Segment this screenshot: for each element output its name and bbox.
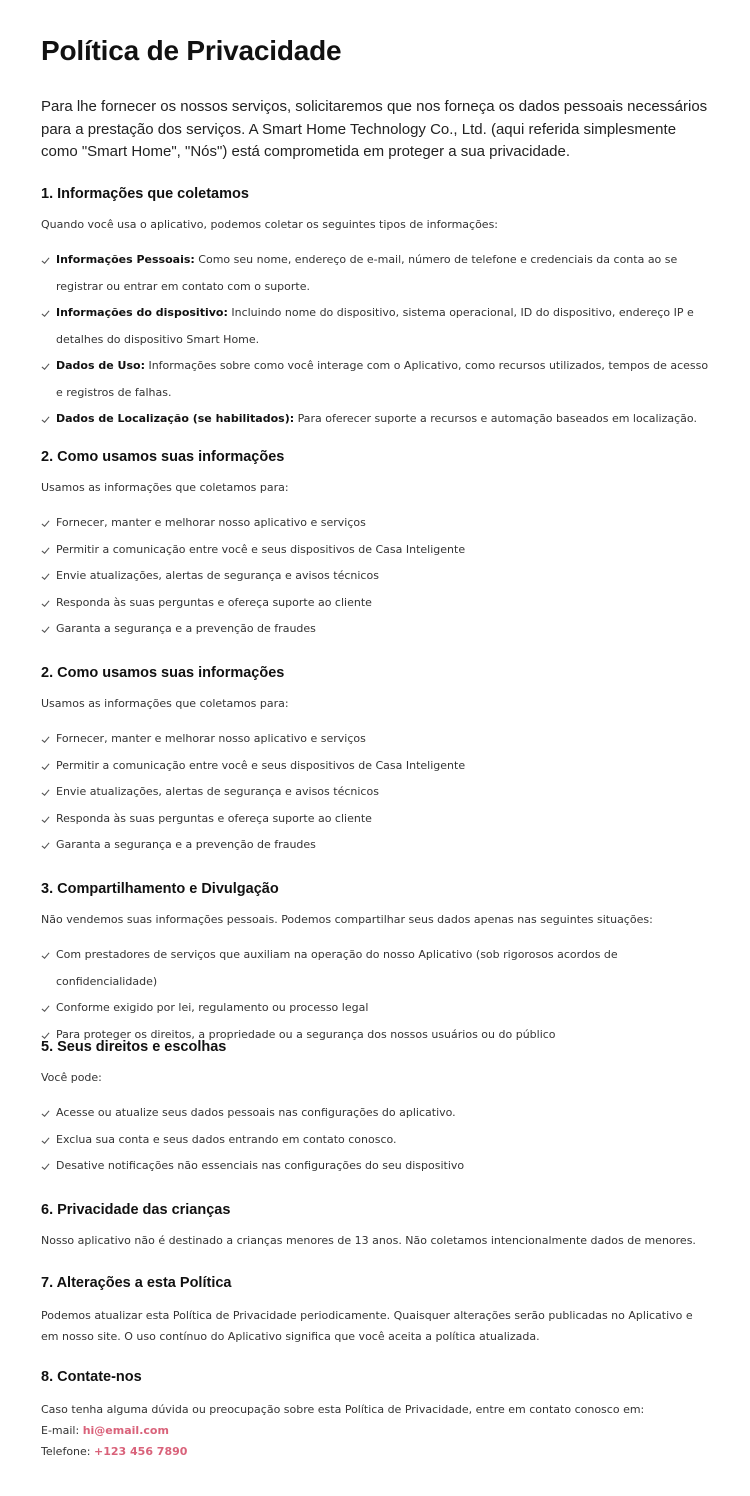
sharing-list: [41, 942, 711, 1048]
list-item: Fornecer, manter e melhorar nosso aplicativo e serviços: [41, 510, 711, 537]
check-icon: [41, 1109, 50, 1118]
intro-paragraph: Para lhe fornecer os nossos serviços, solicitaremos que nos forneça os dados pessoais necessários para a prestação dos serviços. A Smart Home Technology Co., Ltd. (aqui referida simplesmente como "Smart Home", "Nós") está comprometida em proteger a sua privacidade.: [41, 98, 708, 160]
list-item: Desative notificações não essenciais nas configurações do seu dispositivo: [41, 1153, 711, 1180]
section-heading: 6. Privacidade das crianças: [41, 1202, 231, 1218]
check-icon: [41, 572, 50, 581]
list-item: Responda às suas perguntas e ofereça suporte ao cliente: [41, 806, 711, 833]
check-icon: [41, 1162, 50, 1171]
privacy-page: [0, 0, 750, 164]
email-link[interactable]: hi@email.com: [82, 1424, 169, 1437]
section-children: [41, 1200, 711, 1250]
phone-link[interactable]: +123 456 7890: [94, 1445, 188, 1458]
phone-label: Telefone:: [41, 1445, 91, 1458]
list-item: Para proteger os direitos, a propriedade ou a segurança dos nossos usuários ou do público: [41, 1022, 711, 1049]
section-sharing: [41, 879, 711, 1048]
list-item: Dados de Localização (se habilitados): Para oferecer suporte a recursos e automação baseados em localização.: [41, 406, 711, 433]
phone-line: [41, 1441, 711, 1462]
rights-list: [41, 1100, 711, 1180]
section-heading: 8. Contate-nos: [41, 1369, 142, 1385]
usage-list: [41, 726, 711, 859]
list-item: Garanta a segurança e a prevenção de fraudes: [41, 616, 711, 643]
section-heading: 7. Alterações a esta Política: [41, 1275, 232, 1291]
section-heading: 2. Como usamos suas informações: [41, 449, 285, 465]
section-heading: 5. Seus direitos e escolhas: [41, 1039, 227, 1055]
list-item: Permitir a comunicação entre você e seus dispositivos de Casa Inteligente: [41, 537, 711, 564]
check-icon: [41, 546, 50, 555]
check-icon: [41, 735, 50, 744]
section-collected-info: [41, 184, 711, 433]
collected-info-list: [41, 247, 711, 433]
section-how-we-use-repeat: [41, 663, 711, 859]
list-item: Garanta a segurança e a prevenção de fraudes: [41, 832, 711, 859]
section-lead: Usamos as informações que coletamos para:: [41, 481, 289, 494]
section-heading: 3. Compartilhamento e Divulgação: [41, 881, 279, 897]
email-label: E-mail:: [41, 1424, 80, 1437]
check-icon: [41, 362, 50, 371]
check-icon: [41, 625, 50, 634]
list-item: Conforme exigido por lei, regulamento ou processo legal: [41, 995, 711, 1022]
section-lead: Não vendemos suas informações pessoais. Podemos compartilhar seus dados apenas nas seguintes situações:: [41, 913, 653, 926]
usage-list: [41, 510, 711, 643]
list-item: Com prestadores de serviços que auxiliam na operação do nosso Aplicativo (sob rigorosos acordos de confidencialidade): [41, 942, 711, 995]
list-item: Envie atualizações, alertas de segurança e avisos técnicos: [41, 563, 711, 590]
list-item: Dados de Uso: Informações sobre como você interage com o Aplicativo, como recursos utilizados, tempos de acesso e registros de falhas.: [41, 353, 711, 406]
section-lead: Usamos as informações que coletamos para:: [41, 697, 289, 710]
list-item: Informações do dispositivo: Incluindo nome do dispositivo, sistema operacional, ID do dispositivo, endereço IP e detalhes do dispositivo Smart Home.: [41, 300, 711, 353]
check-icon: [41, 788, 50, 797]
section-lead: Quando você usa o aplicativo, podemos coletar os seguintes tipos de informações:: [41, 218, 499, 231]
section-contact: [41, 1367, 711, 1462]
list-item: Acesse ou atualize seus dados pessoais nas configurações do aplicativo.: [41, 1100, 711, 1127]
check-icon: [41, 256, 50, 265]
email-line: [41, 1420, 711, 1441]
section-rights: [41, 1037, 711, 1180]
list-item: Fornecer, manter e melhorar nosso aplicativo e serviços: [41, 726, 711, 753]
check-icon: [41, 1136, 50, 1145]
section-changes: [41, 1273, 711, 1347]
check-icon: [41, 415, 50, 424]
check-icon: [41, 309, 50, 318]
check-icon: [41, 762, 50, 771]
section-how-we-use: [41, 447, 711, 643]
check-icon: [41, 599, 50, 608]
section-heading: 2. Como usamos suas informações: [41, 665, 285, 681]
check-icon: [41, 1004, 50, 1013]
check-icon: [41, 815, 50, 824]
list-item: Envie atualizações, alertas de segurança e avisos técnicos: [41, 779, 711, 806]
section-heading: 1. Informações que coletamos: [41, 186, 249, 202]
section-lead: Podemos atualizar esta Política de Privacidade periodicamente. Quaisquer alterações serão publicadas no Aplicativo e em nosso site. O uso contínuo do Aplicativo significa que você aceita a política atualizada.: [41, 1309, 693, 1343]
check-icon: [41, 841, 50, 850]
list-item: Permitir a comunicação entre você e seus dispositivos de Casa Inteligente: [41, 753, 711, 780]
section-lead: Caso tenha alguma dúvida ou preocupação sobre esta Política de Privacidade, entre em contato conosco em:: [41, 1403, 645, 1416]
check-icon: [41, 519, 50, 528]
list-item: Exclua sua conta e seus dados entrando em contato conosco.: [41, 1127, 711, 1154]
page-title: Política de Privacidade: [41, 35, 342, 66]
section-lead: Você pode:: [41, 1071, 102, 1084]
list-item: Informações Pessoais: Como seu nome, endereço de e-mail, número de telefone e credenciais da conta ao se registrar ou entrar em contato com o suporte.: [41, 247, 711, 300]
check-icon: [41, 951, 50, 960]
list-item: Responda às suas perguntas e ofereça suporte ao cliente: [41, 590, 711, 617]
section-lead: Nosso aplicativo não é destinado a crianças menores de 13 anos. Não coletamos intencionalmente dados de menores.: [41, 1234, 696, 1247]
